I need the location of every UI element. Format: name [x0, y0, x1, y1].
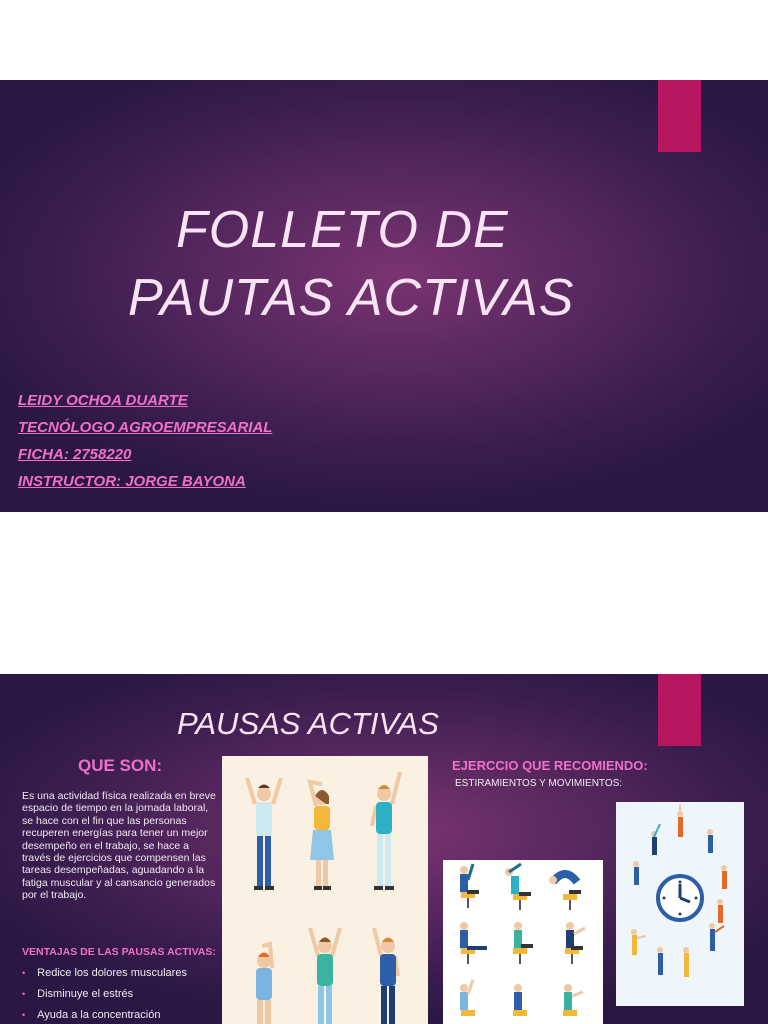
person-figure — [631, 929, 646, 955]
clock-icon — [658, 876, 702, 920]
person-figure — [256, 944, 272, 1024]
ventaja-3: Ayuda a la concentración — [37, 1009, 161, 1021]
person-figure — [651, 824, 660, 855]
pausas-activas-slide — [0, 674, 768, 1024]
chair-exercise-figure — [563, 984, 583, 1016]
person-figure — [709, 923, 724, 951]
list-item — [22, 988, 187, 1000]
person-figure — [310, 928, 340, 1024]
chair-exercise-figure — [513, 984, 527, 1016]
list-item — [22, 1009, 187, 1021]
ventaja-1: Redice los dolores musculares — [37, 967, 187, 979]
person-figure — [657, 947, 663, 975]
slide-title: PAUSAS ACTIVAS — [177, 706, 439, 741]
person-figure — [310, 782, 334, 890]
chair-exercise-figure — [460, 864, 479, 908]
instructor-name: INSTRUCTOR: JORGE BAYONA — [18, 473, 246, 490]
chair-exercise-figure — [513, 922, 533, 964]
stretching-people-illustration — [222, 756, 428, 1024]
clock-exercise-illustration — [616, 802, 744, 1006]
bullet-icon: • — [22, 968, 26, 978]
ejercicio-heading: EJERCCIO QUE RECOMIENDO: — [452, 758, 648, 773]
chair-exercise-figure — [460, 980, 475, 1016]
person-figure — [372, 772, 400, 890]
person-figure — [717, 899, 723, 923]
person-figure — [707, 829, 713, 853]
chair-exercise-figure — [460, 922, 487, 964]
list-item — [22, 967, 187, 979]
bullet-icon: • — [22, 1010, 26, 1020]
ventajas-list — [22, 967, 187, 1024]
bullet-icon: • — [22, 989, 26, 999]
person-figure — [721, 865, 727, 889]
person-figure — [633, 861, 639, 885]
chair-exercises-illustration — [443, 860, 603, 1024]
person-figure — [247, 778, 281, 890]
person-figure — [374, 928, 398, 1024]
title-line-1: FOLLETO DE — [176, 201, 509, 259]
ficha-number: FICHA: 2758220 — [18, 446, 132, 463]
ventaja-2: Disminuye el estrés — [37, 988, 134, 1000]
author-name: LEIDY OCHOA DUARTE — [18, 392, 188, 409]
chair-exercise-figure — [565, 922, 585, 964]
chair-exercise-figure — [505, 864, 531, 910]
person-figure — [677, 804, 683, 837]
accent-bar — [658, 674, 701, 746]
que-son-heading: QUE SON: — [78, 756, 163, 775]
chair-exercise-figure — [549, 874, 581, 910]
title-line-2: PAUTAS ACTIVAS — [128, 269, 575, 327]
cover-slide — [0, 80, 768, 512]
ventajas-heading: VENTAJAS DE LAS PAUSAS ACTIVAS: — [22, 946, 216, 958]
accent-bar — [658, 80, 701, 152]
description-text: Es una actividad física realizada en breve espacio de tiempo en la jornada laboral, se hace con el fin que las personas recuperen energías para tener un mejor desempeño en el trabajo, se hace a través de ejercicios que compensen las tareas desempeñadas, aguadando a la fatiga muscular y al cansancio generados por el trabajo. — [22, 790, 216, 902]
estiramientos-label: ESTIRAMIENTOS Y MOVIMIENTOS: — [455, 778, 623, 789]
person-figure — [683, 947, 689, 977]
program-name: TECNÓLOGO AGROEMPRESARIAL — [18, 419, 273, 436]
